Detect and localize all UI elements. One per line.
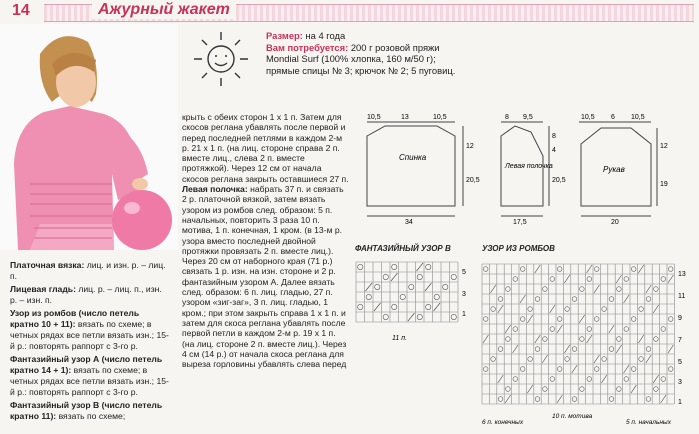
model-photo xyxy=(0,24,178,250)
front-side-1: 8 xyxy=(552,133,556,140)
fancyB-text: вязать по схеме; xyxy=(56,411,126,421)
left-instructions xyxy=(10,260,170,424)
back-top-1: 10,5 xyxy=(367,114,381,121)
fancyB-title: Фантазийный узор В (число петель кратно 11): xyxy=(10,400,163,421)
diamond-row-3: 3 xyxy=(678,379,682,386)
back-side-2: 20,5 xyxy=(466,177,480,184)
materials-block xyxy=(266,30,506,76)
diamonds-chart xyxy=(478,256,696,432)
front-top-1: 8 xyxy=(505,114,509,121)
front-top-2: 9,5 xyxy=(523,114,533,121)
front-side-2: 4 xyxy=(552,147,556,154)
diamond-row-5: 5 xyxy=(678,359,682,366)
instructions-paragraph-2: набрать 37 п. и связать 2 р. платочной вязкой, затем вязать узором из ромбов след. образом: 5 п. начальных, повторить 3 раза 10 п. мотива, 1 п. конечная, 1 кром. (в 13-м р. узора вместо последней двойной протяжки провязать 2 п. вместе лиц.). Через 20 см от наборного края (71 р.) связать 1 р. изн. на изн. стороне и 2 р. фантазийным узором А. Далее вязать след. образом: 6 п. лиц. гладью, 27 п. узором «зиг-заг», 3 п. лиц. гладью, 1 кром.; при этом закрыть справа 1 х 1 п. и затем для скоса реглана убавлять после первой петли в каждом 2-м р. 19 х 1 п. (на лиц. стороне 2 п. вместе лиц.). Через 4 см (14 р.) от начала скоса реглана для выреза горловины убавлять слева перед xyxy=(182,184,347,370)
back-piece-outline xyxy=(367,126,455,206)
fancy-row-3: 3 xyxy=(462,291,466,298)
diamond-bottom-3: 5 п. начальных xyxy=(626,419,671,426)
sun-icon xyxy=(190,28,252,95)
fancyA-title: Фантазийный узор А (число петель кратно 14 + 1): xyxy=(10,354,163,375)
fancy-chart-title: ФАНТАЗИЙНЫЙ УЗОР В xyxy=(355,244,451,253)
front-bottom: 17,5 xyxy=(513,219,527,226)
sleeve-top-3: 10,5 xyxy=(631,114,645,121)
fancyA-text: вязать по схеме; в четных рядах все петли вязать изн.; 15-й р.: повторять раппорт с 3-го р. xyxy=(10,365,169,397)
diamonds-text: вязать по схеме; в четных рядах все петли вязать изн.; 15-й р.: повторять раппорт с 3-го р. xyxy=(10,319,169,351)
back-top-3: 10,5 xyxy=(433,114,447,121)
diamond-bottom-2: 10 п. мотива xyxy=(552,413,593,420)
front-label: Левая полочка xyxy=(505,163,553,170)
size-value: на 4 года xyxy=(302,30,346,41)
sleeve-side-1: 12 xyxy=(660,143,668,150)
fancy-row-5: 5 xyxy=(462,269,466,276)
sleeve-label: Рукав xyxy=(603,165,625,174)
diamond-row-7: 7 xyxy=(678,337,682,344)
sleeve-bottom: 20 xyxy=(611,219,619,226)
fancy-chart xyxy=(352,256,472,346)
yarn-line: Mondial Surf (100% хлопка, 160 м/50 г); xyxy=(266,53,436,65)
pattern-schematics xyxy=(355,108,695,228)
stockinette-text: лиц. р. – лиц. п., изн. р. – изн. п. xyxy=(10,284,162,305)
back-label: Спинка xyxy=(399,153,427,162)
garter-title: Платочная вязка: xyxy=(10,260,85,270)
back-top-2: 13 xyxy=(401,114,409,121)
back-bottom: 34 xyxy=(405,219,413,226)
fancy-row-1: 1 xyxy=(462,311,466,318)
instructions-paragraph-1: крыть с обеих сторон 1 х 1 п. Затем для скосов реглана убавлять после первой и перед последней петлями в каждом 2-м р. 21 х 1 п. (на лиц. стороне справа 2 п. вместе лиц., слева 2 п. вместе протяжкой). Через 12 см от начала скосов реглана закрыть оставшиеся 27 п. xyxy=(182,112,349,184)
page-title: Ажурный жакет xyxy=(92,1,236,19)
sleeve-side-2: 19 xyxy=(660,181,668,188)
middle-instructions xyxy=(182,112,350,369)
page-number: 14 xyxy=(12,2,30,19)
diamond-row-11: 11 xyxy=(678,293,686,300)
stockinette-title: Лицевая гладь: xyxy=(10,284,76,294)
left-front-title: Левая полочка: xyxy=(182,184,248,195)
size-label: Размер: xyxy=(266,30,303,41)
sleeve-top-1: 10,5 xyxy=(581,114,595,121)
back-side-1: 12 xyxy=(466,143,474,150)
materials-label: Вам потребуется: xyxy=(266,41,349,53)
diamond-row-9: 9 xyxy=(678,315,682,322)
fancy-repeat: 11 п. xyxy=(392,335,408,342)
front-side-3: 20,5 xyxy=(552,177,566,184)
diamond-row-13: 13 xyxy=(678,271,686,278)
garter-text: лиц. и изн. р. – лиц. п. xyxy=(10,260,166,281)
diamond-bottom-1: 6 п. конечных xyxy=(482,419,524,426)
diamonds-chart-title: УЗОР ИЗ РОМБОВ xyxy=(482,244,555,253)
diamonds-title: Узор из ромбов (число петель кратно 10 + 11): xyxy=(10,308,140,329)
sleeve-top-2: 6 xyxy=(611,114,615,121)
diamond-row-1: 1 xyxy=(678,399,682,406)
tools-line: прямые спицы № 3; крючок № 2; 5 пуговиц. xyxy=(266,64,456,76)
materials-value: 200 г розовой пряжи xyxy=(348,41,440,53)
